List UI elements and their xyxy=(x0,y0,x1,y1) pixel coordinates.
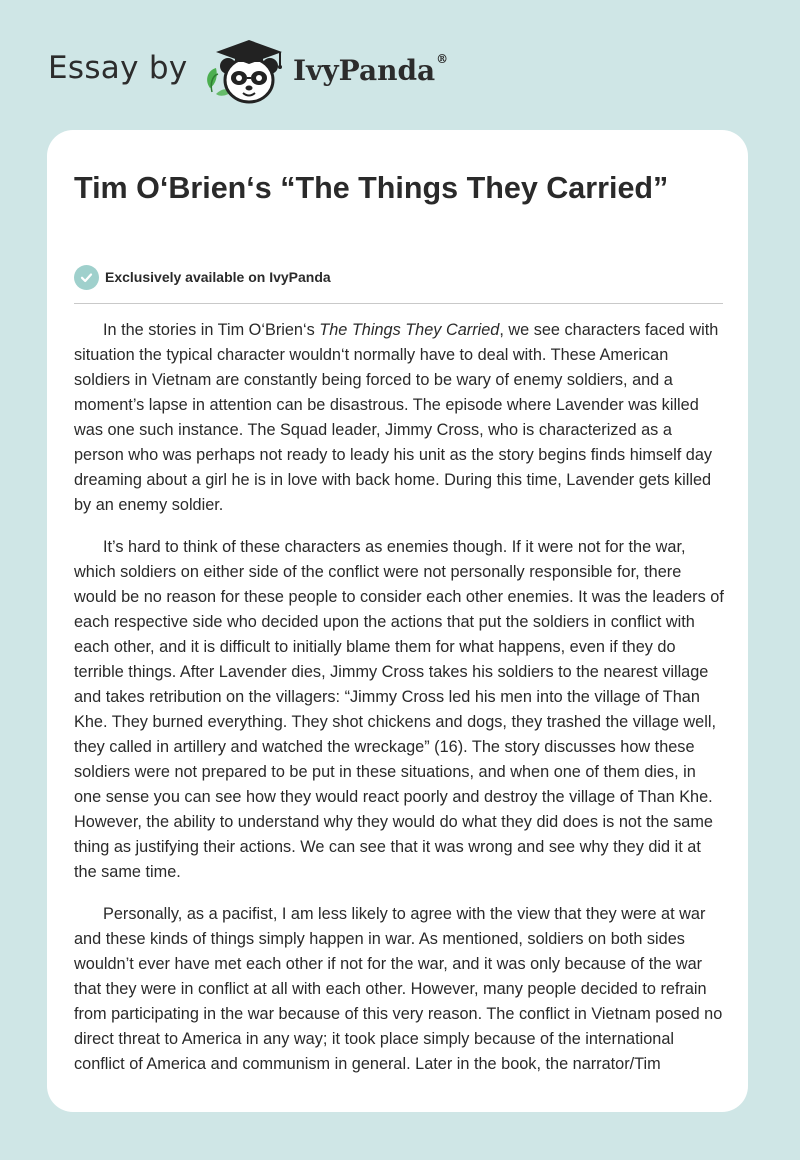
site-header xyxy=(46,36,546,108)
exclusive-badge xyxy=(74,264,331,290)
paragraph xyxy=(74,318,726,518)
brand-name xyxy=(293,54,448,87)
essay-title: Tim O‘Brien‘s “The Things They Carried” xyxy=(74,171,669,205)
check-circle-icon xyxy=(74,265,99,290)
paragraph: It’s hard to think of these characters as enemies though. If it were not for the war, which soldiers on either side of the conflict were not personally responsible for, there would be no reason for these people to consider each other enemies. It was the leaders of each respective side who decided upon the actions that put the soldiers in conflict with each other, and it is difficult to initially blame them for what happens, even if they do terrible things. After Lavender dies, Jimmy Cross takes his soldiers to the nearest village and takes retribution on the villagers: “Jimmy Cross led his men into the village of Than Khe. They burned everything. They shot chickens and dogs, they trashed the village well, they called in artillery and watched the wreckage” (16). The story discusses how these soldiers were not prepared to be put in these situations, and when one of them dies, in one sense you can see how they would react poorly and destroy the village of Than Khe. However, the ability to understand why they would do what they did does is not the same thing as justifying their actions. We can see that it was wrong and see why they did it at the same time. xyxy=(74,538,724,881)
brand-name-text: IvyPanda xyxy=(293,54,436,87)
divider xyxy=(74,303,723,304)
paragraph-text: , we see characters faced with situation the typical character wouldn‘t normally have to deal with. These American soldiers in Vietnam are constantly being forced to be wary of enemy soldiers, and a moment’s lapse in attention can be disastrous. The episode where Lavender was killed was one such instance. The Squad leader, Jimmy Cross, who is characterized as a person who was perhaps not ready to leady his unit as the story begins finds himself day dreaming about a girl he is in love with back home. During this time, Lavender gets killed by an enemy soldier. xyxy=(74,321,719,514)
essay-body xyxy=(74,318,726,1094)
panda-logo-icon xyxy=(202,36,292,108)
paragraph: Personally, as a pacifist, I am less likely to agree with the view that they were at war and these kinds of things simply happen in war. As mentioned, soldiers on both sides wouldn’t ever have met each other if not for the war, and it was only because of the war that they were in conflict at all with each other. However, many people decided to refrain from participating in the war because of this very reason. The conflict in Vietnam posed no direct threat to America in any way; it took place simply because of the international conflict of America and communism in general. Later in the book, the narrator/Tim xyxy=(74,905,723,1073)
essay-card xyxy=(47,130,748,1112)
paragraph-text: In the stories in Tim O‘Brien‘s xyxy=(103,321,320,339)
trademark-symbol: ® xyxy=(436,52,449,66)
book-title: The Things They Carried xyxy=(319,321,500,339)
essay-by-label: Essay by xyxy=(48,50,188,86)
exclusive-label: Exclusively available on IvyPanda xyxy=(105,269,331,285)
